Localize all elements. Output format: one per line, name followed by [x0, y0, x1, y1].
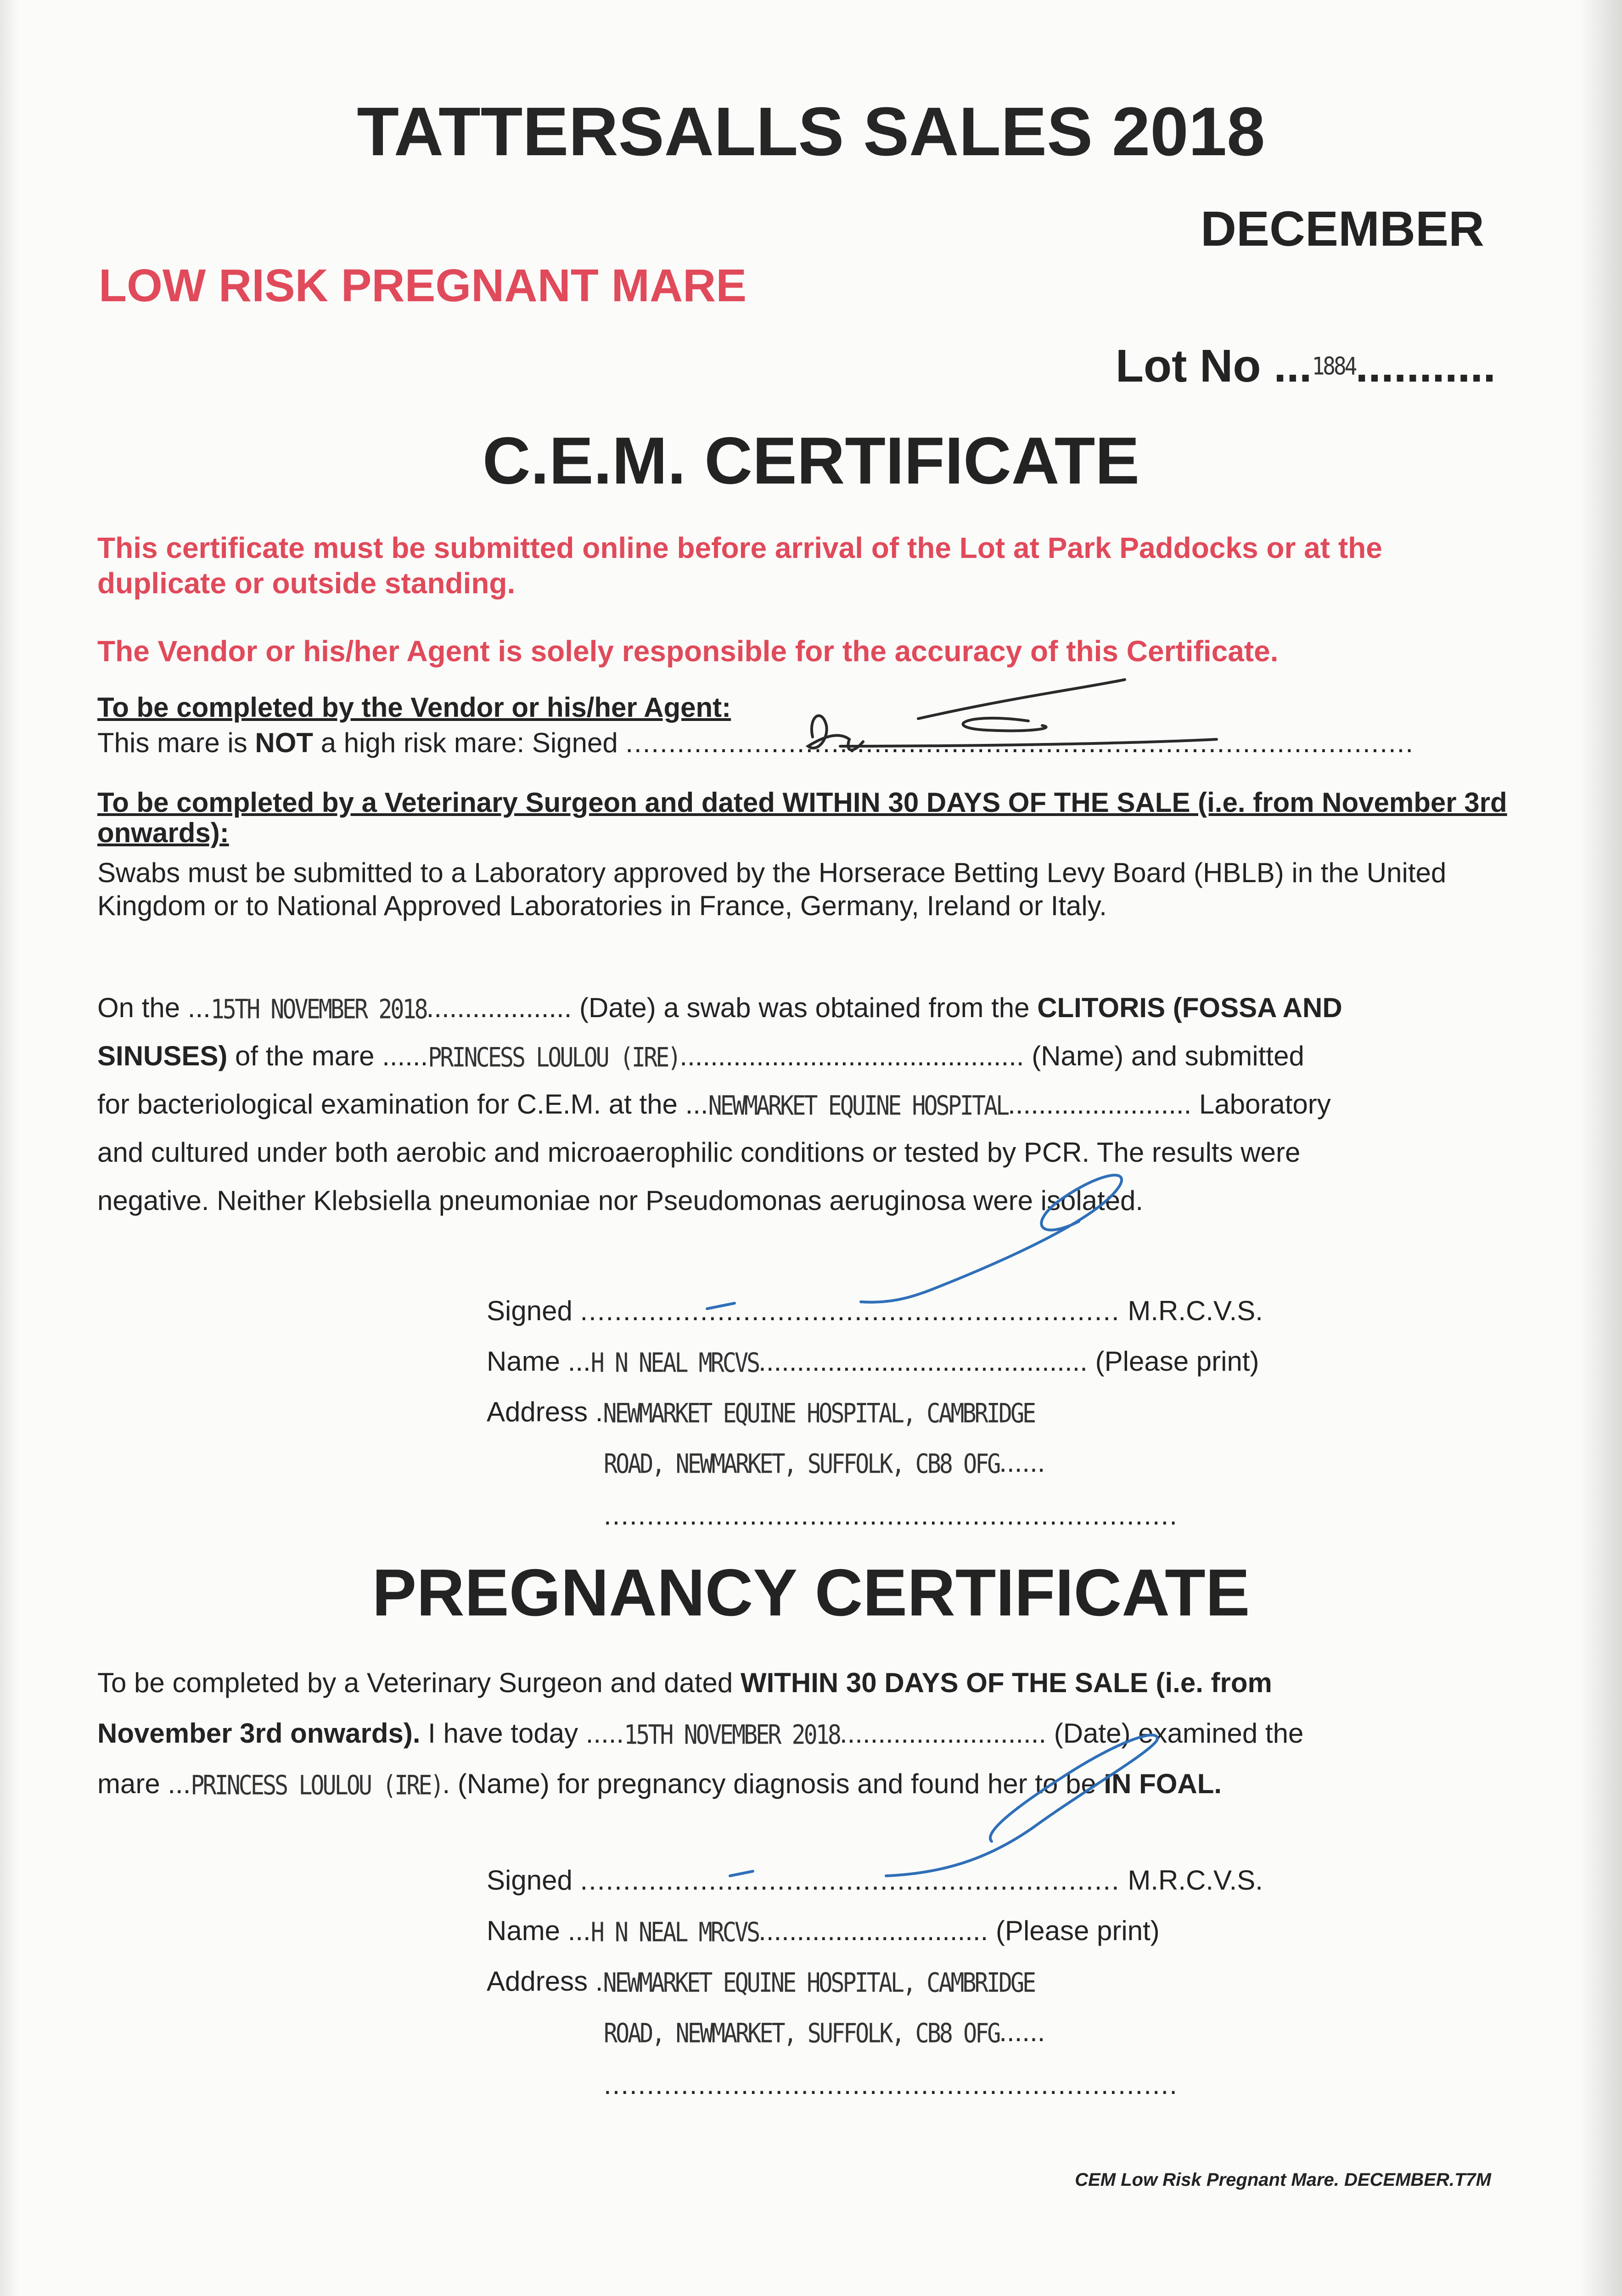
preg-name-label: Name ... [487, 1915, 591, 1946]
form-reference-footer: CEM Low Risk Pregnant Mare. DECEMBER.T7M [1075, 2170, 1491, 2190]
cem-address-dots-2: ...... [999, 1447, 1045, 1478]
q2-text-a: November 3rd onwards). [97, 1718, 421, 1749]
preg-vet-signature [730, 1735, 1157, 1876]
preg-vet-name-value: H N NEAL MRCVS [590, 1917, 759, 1948]
p1-text-b: ................... (Date) a swab was obtained from the [426, 992, 1038, 1023]
q3-text-b: . (Name) for pregnancy diagnosis and found her to be [442, 1768, 1104, 1799]
mare-name-value: PRINCESS LOULOU (IRE) [428, 1042, 680, 1073]
q3-text-a: mare ... [97, 1768, 191, 1799]
cem-signed-suffix: M.R.C.V.S. [1120, 1295, 1263, 1326]
submission-notice: This certificate must be submitted online before arrival of the Lot at Park Paddocks or at the duplicate or outside standing. [97, 531, 1382, 600]
risk-category: LOW RISK PREGNANT MARE [99, 260, 747, 311]
p2-text-a: SINUSES) [97, 1041, 228, 1071]
preg-name-dots: .............................. [758, 1915, 988, 1946]
q1-text-b: WITHIN 30 DAYS OF THE SALE (i.e. from [740, 1667, 1272, 1698]
p3-text-b: ........................ Laboratory [1008, 1089, 1331, 1120]
culture-line: and cultured under both aerobic and microaerophilic conditions or tested by PCR. The results were [97, 1137, 1301, 1168]
p2-text-b: of the mare ...... [227, 1041, 428, 1071]
cem-address-line-3: ................................................................... [604, 1500, 1178, 1531]
vendor-text-not: NOT [255, 727, 314, 758]
lot-dots: ........... [1355, 340, 1496, 392]
preg-name-suffix: (Please print) [988, 1915, 1160, 1946]
cem-signed-dots: ............................................................... [580, 1295, 1120, 1326]
preg-address-line-3: ................................................................... [604, 2069, 1178, 2100]
cem-name-dots: ........................................... [758, 1346, 1088, 1377]
cem-signed-label: Signed [487, 1295, 580, 1326]
preg-signed-suffix: M.R.C.V.S. [1120, 1865, 1263, 1896]
vet-section-heading: To be completed by a Veterinary Surgeon and dated WITHIN 30 DAYS OF THE SALE (i.e. from November 3rd onwards): [97, 787, 1507, 848]
vendor-signature [808, 680, 1217, 750]
sale-month: DECEMBER [1200, 201, 1484, 256]
p1-text-c: CLITORIS (FOSSA AND [1037, 992, 1342, 1023]
vendor-section-heading: To be completed by the Vendor or his/her Agent: [97, 692, 731, 723]
responsibility-notice: The Vendor or his/her Agent is solely responsible for the accuracy of this Certificate. [97, 635, 1279, 668]
lot-number-value: 1884 [1312, 351, 1356, 381]
in-foal-result: IN FOAL. [1104, 1768, 1222, 1799]
vendor-text-a: This mare is [97, 727, 255, 758]
cem-address-label: Address . [487, 1396, 603, 1427]
document-title: TATTERSALLS SALES 2018 [357, 93, 1265, 170]
preg-address-label: Address . [487, 1966, 603, 1997]
preg-signed-label: Signed [487, 1865, 580, 1896]
pregnancy-certificate-title: PREGNANCY CERTIFICATE [372, 1555, 1250, 1630]
vendor-signature-dots: ............................................................................................ [625, 727, 1414, 758]
result-line: negative. Neither Klebsiella pneumoniae nor Pseudomonas aeruginosa were isolated. [97, 1185, 1144, 1216]
cem-name-suffix: (Please print) [1087, 1346, 1259, 1377]
cem-address-value-1: NEWMARKET EQUINE HOSPITAL, CAMBRIDGE [603, 1398, 1035, 1429]
q2-text-c: ........................... (Date) examined the [839, 1718, 1304, 1749]
pregnancy-mare-name-value: PRINCESS LOULOU (IRE) [191, 1770, 443, 1801]
preg-address-value-1: NEWMARKET EQUINE HOSPITAL, CAMBRIDGE [603, 1967, 1035, 1998]
exam-date-value: 15TH NOVEMBER 2018 [624, 1719, 840, 1750]
q1-text-a: To be completed by a Veterinary Surgeon and dated [97, 1667, 741, 1698]
q2-text-b: I have today ..... [420, 1718, 624, 1749]
cem-vet-name-value: H N NEAL MRCVS [590, 1347, 759, 1379]
cem-certificate-title: C.E.M. CERTIFICATE [482, 423, 1140, 498]
p1-text-a: On the ... [97, 992, 211, 1023]
swab-instructions: Swabs must be submitted to a Laboratory approved by the Horserace Betting Levy Board (HBLB) in the United Kingdom or to National Approved Laboratories in France, Germany, Ireland or Italy. [97, 857, 1447, 921]
cem-address-value-2: ROAD, NEWMARKET, SUFFOLK, CB8 OFG [604, 1448, 999, 1480]
p3-text-a: for bacteriological examination for C.E.M. at the ... [97, 1089, 708, 1120]
cem-vet-signature [707, 1175, 1122, 1309]
cem-name-label: Name ... [487, 1346, 591, 1377]
preg-address-dots-2: ...... [999, 2016, 1045, 2047]
preg-signed-dots: ............................................................... [580, 1865, 1120, 1896]
preg-address-value-2: ROAD, NEWMARKET, SUFFOLK, CB8 OFG [604, 2018, 999, 2049]
laboratory-value: NEWMARKET EQUINE HOSPITAL [708, 1090, 1008, 1121]
lot-label: Lot No ... [1115, 340, 1312, 392]
p2-text-c: ............................................. (Name) and submitted [679, 1041, 1304, 1071]
swab-date-value: 15TH NOVEMBER 2018 [210, 994, 427, 1025]
vendor-text-b: a high risk mare: Signed [313, 727, 626, 758]
